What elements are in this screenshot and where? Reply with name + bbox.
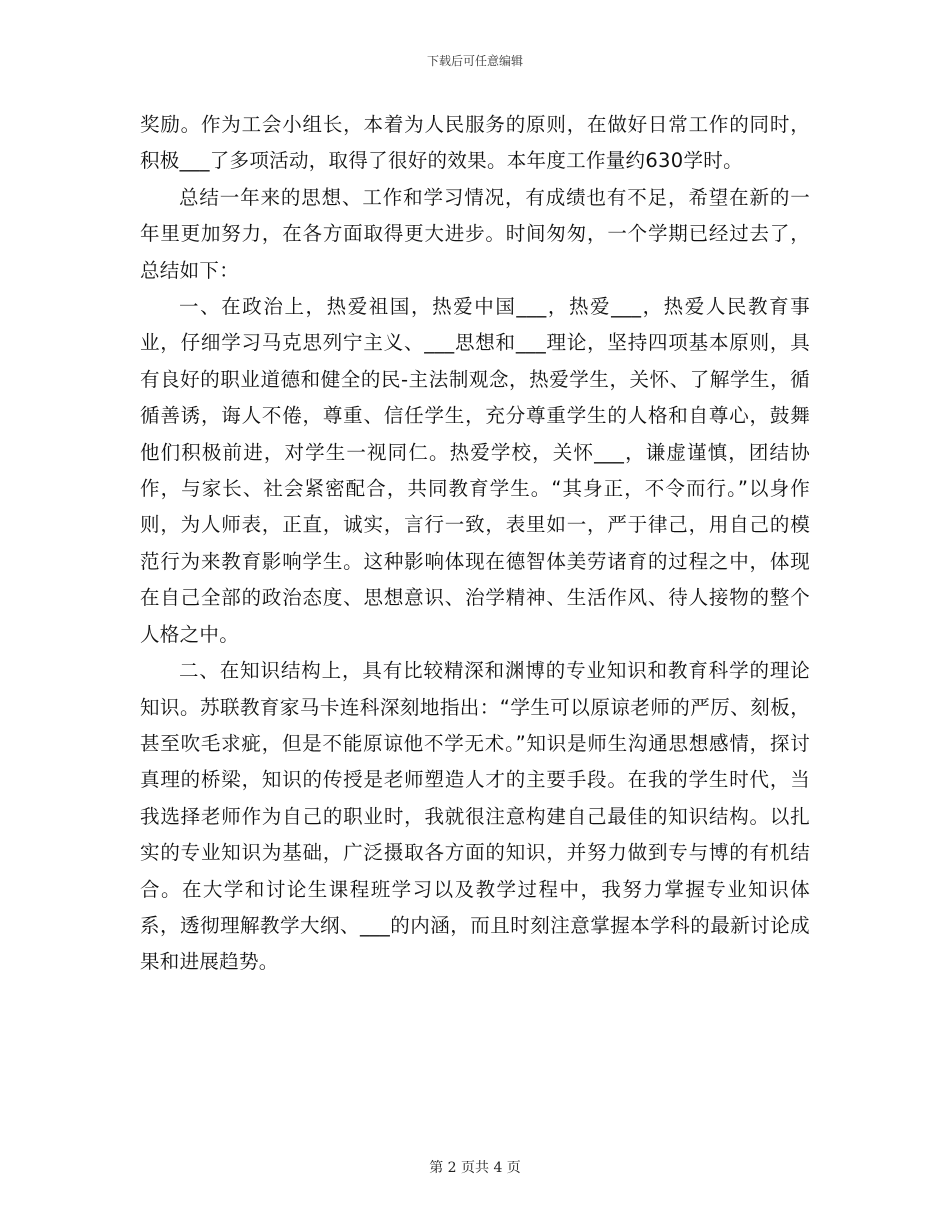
paragraph-knowledge: 二、在知识结构上，具有比较精深和渊博的专业知识和教育科学的理论知识。苏联教育家马卡连科深刻地指出：“学生可以原谅老师的严厉、刻板，甚至吹毛求疵，但是不能原谅他不学无术。”知识是师生沟通思想感情，探讨真理的桥梁，知识的传授是老师塑造人才的主要手段。在我的学生时代，当我选择老师作为自己的职业时，我就很注意构建自己最佳的知识结构。以扎实的专业知识为基础，广泛摄取各方面的知识，并努力做到专与博的有机结合。在大学和讨论生课程班学习以及教学过程中，我努力掌握专业知识体系，透彻理解教学大纲、___的内涵，而且时刻注意掌握本学科的最新讨论成果和进展趋势。 bbox=[140, 659, 810, 974]
document-body bbox=[140, 107, 810, 981]
paragraph-continued: 奖励。作为工会小组长，本着为人民服务的原则，在做好日常工作的同时，积极___了多项活动，取得了很好的效果。本年度工作量约630学时。 bbox=[140, 113, 810, 173]
paragraph-summary: 总结一年来的思想、工作和学习情况，有成绩也有不足，希望在新的一年里更加努力，在各方面取得更大进步。时间匆匆，一个学期已经过去了，总结如下： bbox=[140, 185, 810, 282]
page-header: 下载后可任意编辑 bbox=[426, 54, 523, 68]
paragraph-politics: 一、在政治上，热爱祖国，热爱中国___，热爱___，热爱人民教育事业，仔细学习马克思列宁主义、___思想和___理论，坚持四项基本原则，具有良好的职业道德和健全的民-主法制观念，热爱学生，关怀、了解学生，循循善诱，诲人不倦，尊重、信任学生，充分尊重学生的人格和自尊心，鼓舞他们积极前进，对学生一视同仁。热爱学校，关怀___，谦虚谨慎，团结协作，与家长、社会紧密配合，共同教育学生。“其身正，不令而行。”以身作则，为人师表，正直，诚实，言行一致，表里如一，严于律己，用自己的模范行为来教育影响学生。这种影响体现在德智体美劳诸育的过程之中，体现在自己全部的政治态度、思想意识、治学精神、生活作风、待人接物的整个人格之中。 bbox=[140, 295, 810, 646]
page-footer: 第 2 页共 4 页 bbox=[429, 1160, 521, 1176]
